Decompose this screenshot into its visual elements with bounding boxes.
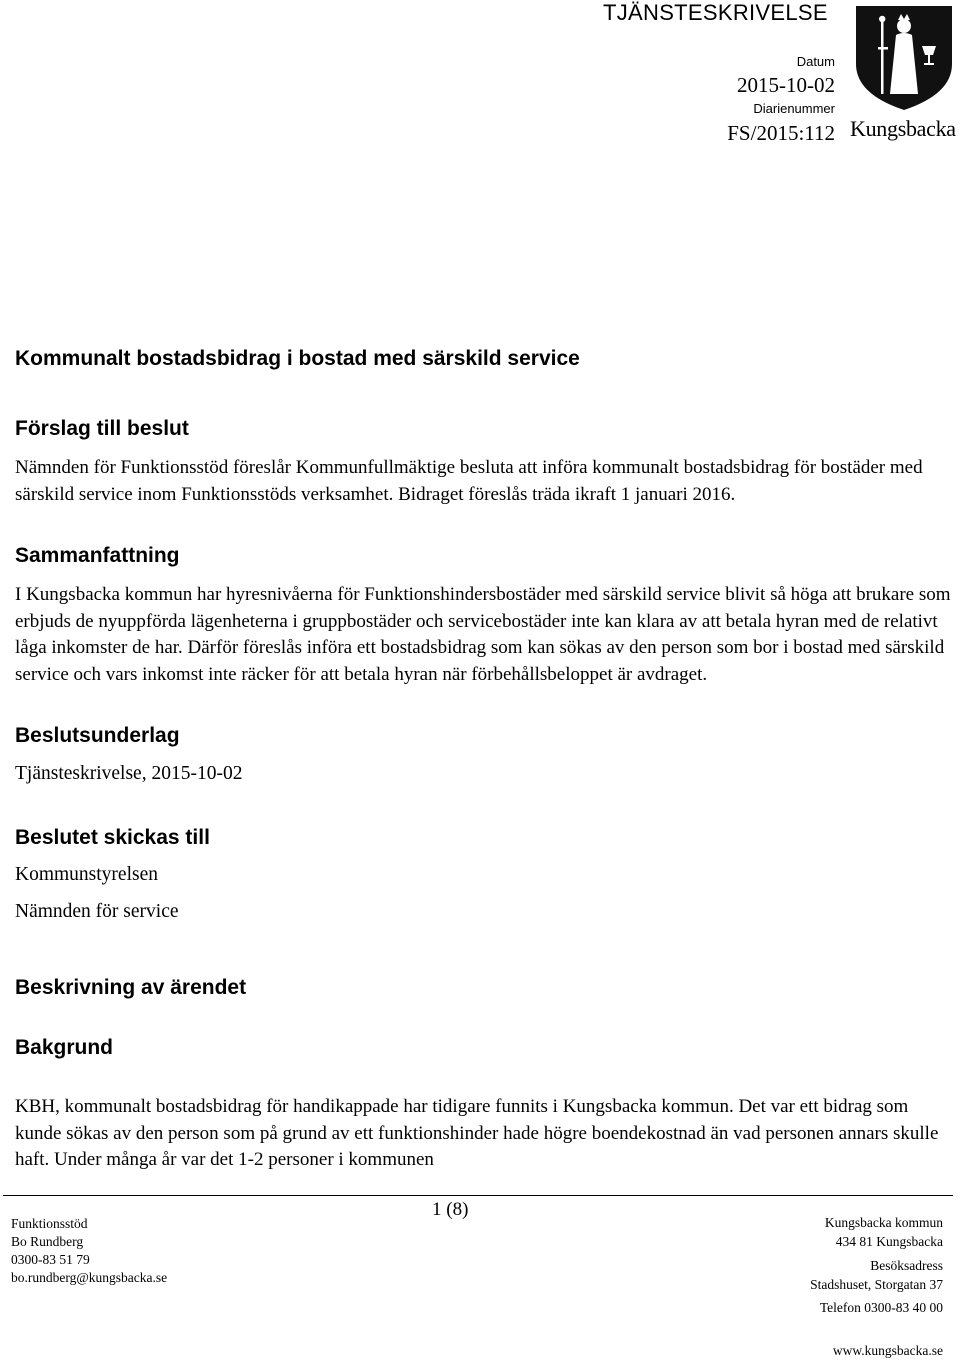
footer-contact: [11, 1215, 167, 1287]
diary-number: FS/2015:112: [727, 121, 835, 145]
footer-website[interactable]: www.kungsbacka.se: [832, 1343, 943, 1358]
recipient-item: Kommunstyrelsen: [15, 864, 158, 885]
footer-postal: 434 81 Kungsbacka: [835, 1234, 943, 1249]
footer-org: Kungsbacka kommun: [824, 1215, 943, 1230]
sent-heading: Beslutet skickas till: [15, 826, 210, 849]
summary-text: I Kungsbacka kommun har hyresnivåerna för Funktionshindersbostäder med särskild service blivit så höga att brukare som erbjuds de nyuppförda lägenheterna i gruppbostäder och servicebostäder inte kan klara av att betala hyran med de relativt låga inkomster de har. Därför föreslås införa ett bostadsbidrag som kan sökas av den person som bor i bostad med särskild service och vars inkomst inte räcker för att betala hyran när förbehållsbeloppet är avdraget.: [15, 584, 951, 685]
background-text: KBH, kommunalt bostadsbidrag för handikappade har tidigare funnits i Kungsbacka kommun. Det var ett bidrag som kunde sökas av den person som på grund av ett funktionshinder hade högre boendekostnad än vad personen annars skulle haft. Under många år var det 1-2 personer i kommunen: [15, 1096, 939, 1170]
diary-label: Diarienummer: [753, 101, 835, 116]
footer-email[interactable]: bo.rundberg@kungsbacka.se: [11, 1270, 168, 1285]
date-label: Datum: [796, 54, 835, 69]
kungsbacka-logo: [848, 2, 960, 142]
footer-visit-address: Stadshuset, Storgatan 37: [810, 1277, 943, 1292]
page-number: 1 (8): [432, 1199, 469, 1220]
logo-wordmark: Kungsbacka: [850, 116, 956, 141]
footer-phone: 0300-83 51 79: [11, 1252, 90, 1267]
background-heading: Bakgrund: [15, 1036, 114, 1059]
footer-department: Funktionsstöd: [11, 1216, 88, 1231]
proposal-heading: Förslag till beslut: [15, 417, 189, 440]
coat-of-arms-icon: [848, 2, 960, 114]
footer-visit-label: Besöksadress: [870, 1258, 943, 1273]
footer-telephone: Telefon 0300-83 40 00: [819, 1300, 943, 1315]
document-type: TJÄNSTESKRIVELSE: [603, 0, 828, 25]
footer-divider: [3, 1195, 953, 1196]
date-value: 2015-10-02: [737, 73, 835, 97]
basis-text: Tjänsteskrivelse, 2015-10-02: [15, 763, 243, 784]
recipient-item: Nämnden för service: [15, 901, 179, 922]
document-title: Kommunalt bostadsbidrag i bostad med särskild service: [15, 347, 580, 370]
summary-heading: Sammanfattning: [15, 544, 180, 567]
basis-heading: Beslutsunderlag: [15, 724, 180, 747]
footer-contact-name: Bo Rundberg: [11, 1234, 84, 1249]
description-heading: Beskrivning av ärendet: [15, 976, 247, 999]
proposal-text: Nämnden för Funktionsstöd föreslår Kommunfullmäktige besluta att införa kommunalt bostadsbidrag för bostäder med särskild service inom Funktionsstöds verksamhet. Bidraget föreslås träda ikraft 1 januari 2016.: [15, 457, 923, 505]
